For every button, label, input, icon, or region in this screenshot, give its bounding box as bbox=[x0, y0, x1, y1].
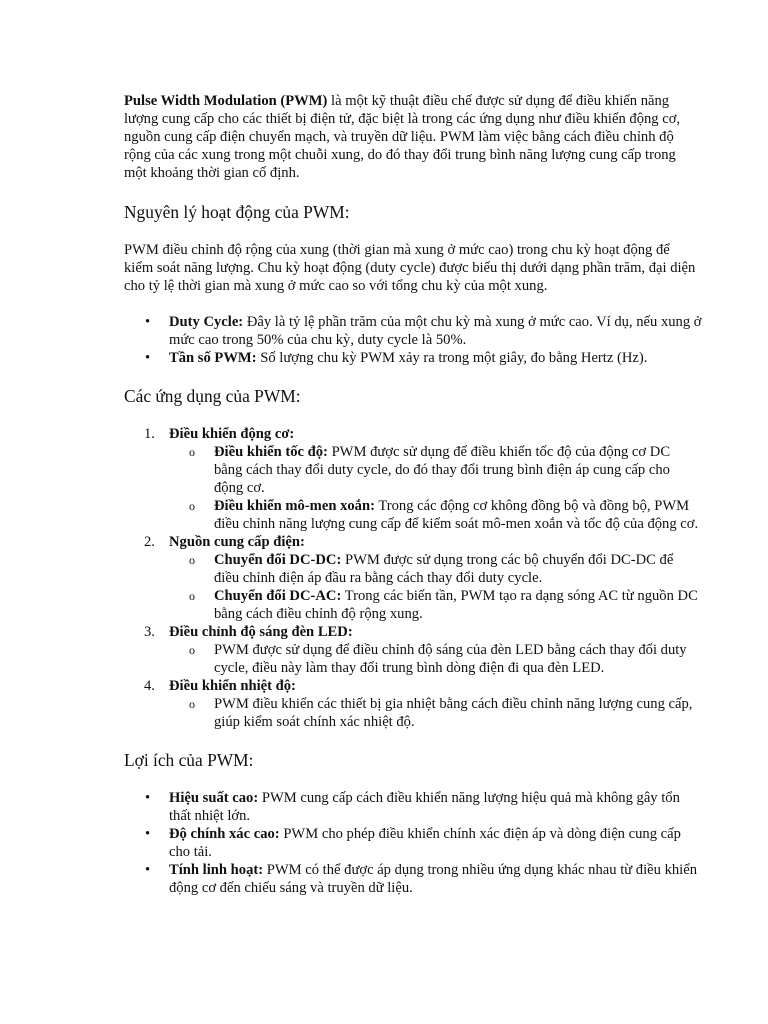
item-text: PWM được sử dụng trong các bộ chuyển đổi DC-DC để điều chỉnh điện áp đầu ra bằng cách thay đổi duty cycle. bbox=[214, 552, 674, 586]
item-term: Chuyển đổi DC-DC: bbox=[214, 552, 342, 568]
principle-bullet-list bbox=[124, 313, 702, 367]
list-item bbox=[124, 825, 702, 861]
item-term: Độ chính xác cao: bbox=[169, 826, 280, 842]
list-item bbox=[124, 425, 702, 533]
bullet-icon: • bbox=[145, 314, 151, 330]
item-title: Nguồn cung cấp điện: bbox=[169, 534, 305, 550]
heading-benefits: Lợi ích của PWM: bbox=[124, 750, 254, 770]
item-term: Tính linh hoạt: bbox=[169, 862, 264, 878]
circle-bullet-icon: o bbox=[189, 589, 195, 603]
sub-list bbox=[169, 641, 702, 677]
intro-paragraph bbox=[124, 92, 702, 182]
item-text: PWM cung cấp cách điều khiển năng lượng hiệu quả mà không gây tổn thất nhiệt lớn. bbox=[169, 790, 680, 824]
list-number: 4. bbox=[144, 678, 155, 694]
item-title: Điều khiển nhiệt độ: bbox=[169, 678, 296, 694]
item-term: Hiệu suất cao: bbox=[169, 790, 259, 806]
circle-bullet-icon: o bbox=[189, 553, 195, 567]
item-term: Duty Cycle: bbox=[169, 314, 244, 330]
benefits-bullet-list bbox=[124, 789, 702, 897]
list-item bbox=[124, 789, 702, 825]
list-item bbox=[124, 623, 702, 677]
item-text: Số lượng chu kỳ PWM xảy ra trong một giây, đo bằng Hertz (Hz). bbox=[256, 350, 648, 366]
heading-applications: Các ứng dụng của PWM: bbox=[124, 386, 301, 406]
intro-term: Pulse Width Modulation (PWM) bbox=[124, 93, 328, 109]
bullet-icon: • bbox=[145, 862, 151, 878]
item-text: Trong các biến tần, PWM tạo ra dạng sóng AC từ nguồn DC bằng cách điều chỉnh độ rộng xung. bbox=[214, 588, 698, 622]
circle-bullet-icon: o bbox=[189, 499, 195, 513]
list-number: 2. bbox=[144, 534, 155, 550]
document-body bbox=[124, 92, 702, 915]
list-number: 1. bbox=[144, 426, 155, 442]
list-item bbox=[124, 349, 702, 367]
circle-bullet-icon: o bbox=[189, 445, 195, 459]
item-text: Trong các động cơ không đồng bộ và đồng bộ, PWM điều chỉnh năng lượng cung cấp để kiểm soát mô-men xoắn và tốc độ của động cơ. bbox=[214, 498, 699, 532]
circle-bullet-icon: o bbox=[189, 697, 195, 711]
item-text: PWM điều khiển các thiết bị gia nhiệt bằng cách điều chỉnh năng lượng cung cấp, giúp kiểm soát chính xác nhiệt độ. bbox=[214, 696, 693, 730]
sub-list-item bbox=[169, 695, 702, 731]
item-text: PWM cho phép điều khiển chính xác điện áp và dòng điện cung cấp cho tải. bbox=[169, 826, 681, 860]
item-term: Tần số PWM: bbox=[169, 350, 257, 366]
intro-text: là một kỹ thuật điều chế được sử dụng để điều khiển năng lượng cung cấp cho các thiết bị điện tử, đặc biệt là trong các ứng dụng như điều khiển động cơ, nguồn cung cấp điện chuyển mạch, và truyền dữ liệu. PWM làm việc bằng cách điều chỉnh độ rộng của các xung trong một chuỗi xung, do đó thay đổi trung bình năng lượng cung cấp trong một khoảng thời gian cố định. bbox=[124, 93, 681, 181]
applications-list bbox=[124, 425, 702, 731]
item-title: Điều chỉnh độ sáng đèn LED: bbox=[169, 624, 353, 640]
heading-principle: Nguyên lý hoạt động của PWM: bbox=[124, 202, 350, 222]
item-term: Điều khiển mô-men xoắn: bbox=[214, 498, 375, 514]
bullet-icon: • bbox=[145, 826, 151, 842]
sub-list-item bbox=[169, 497, 702, 533]
list-item bbox=[124, 313, 702, 349]
sub-list-item bbox=[169, 587, 702, 623]
list-item bbox=[124, 861, 702, 897]
item-text: Đây là tỷ lệ phần trăm của một chu kỳ mà xung ở mức cao. Ví dụ, nếu xung ở mức cao trong 50% của chu kỳ, duty cycle là 50%. bbox=[169, 314, 702, 348]
sub-list-item bbox=[169, 551, 702, 587]
item-title: Điều khiển động cơ: bbox=[169, 426, 295, 442]
sub-list bbox=[169, 551, 702, 623]
list-item bbox=[124, 677, 702, 731]
bullet-icon: • bbox=[145, 790, 151, 806]
item-term: Chuyển đổi DC-AC: bbox=[214, 588, 342, 604]
sub-list-item bbox=[169, 641, 702, 677]
sub-list bbox=[169, 443, 702, 533]
sub-list bbox=[169, 695, 702, 731]
item-term: Điều khiển tốc độ: bbox=[214, 444, 328, 460]
sub-list-item bbox=[169, 443, 702, 497]
list-item bbox=[124, 533, 702, 623]
circle-bullet-icon: o bbox=[189, 643, 195, 657]
item-text: PWM có thể được áp dụng trong nhiều ứng dụng khác nhau từ điều khiển động cơ đến chiếu sáng và truyền dữ liệu. bbox=[169, 862, 698, 896]
principle-paragraph: PWM điều chỉnh độ rộng của xung (thời gian mà xung ở mức cao) trong chu kỳ hoạt động để kiểm soát năng lượng. Chu kỳ hoạt động (duty cycle) được biểu thị dưới dạng phần trăm, đại diện cho tỷ lệ thời gian mà xung ở mức cao so với tổng chu kỳ của một xung. bbox=[124, 242, 696, 294]
item-text: PWM được sử dụng để điều chỉnh độ sáng của đèn LED bằng cách thay đổi duty cycle, điều này làm thay đổi trung bình dòng điện đi qua đèn LED. bbox=[214, 642, 687, 676]
bullet-icon: • bbox=[145, 350, 151, 366]
item-text: PWM được sử dụng để điều khiển tốc độ của động cơ DC bằng cách thay đổi duty cycle, do đó thay đổi trung bình điện áp cung cấp cho động cơ. bbox=[214, 444, 671, 496]
list-number: 3. bbox=[144, 624, 155, 640]
